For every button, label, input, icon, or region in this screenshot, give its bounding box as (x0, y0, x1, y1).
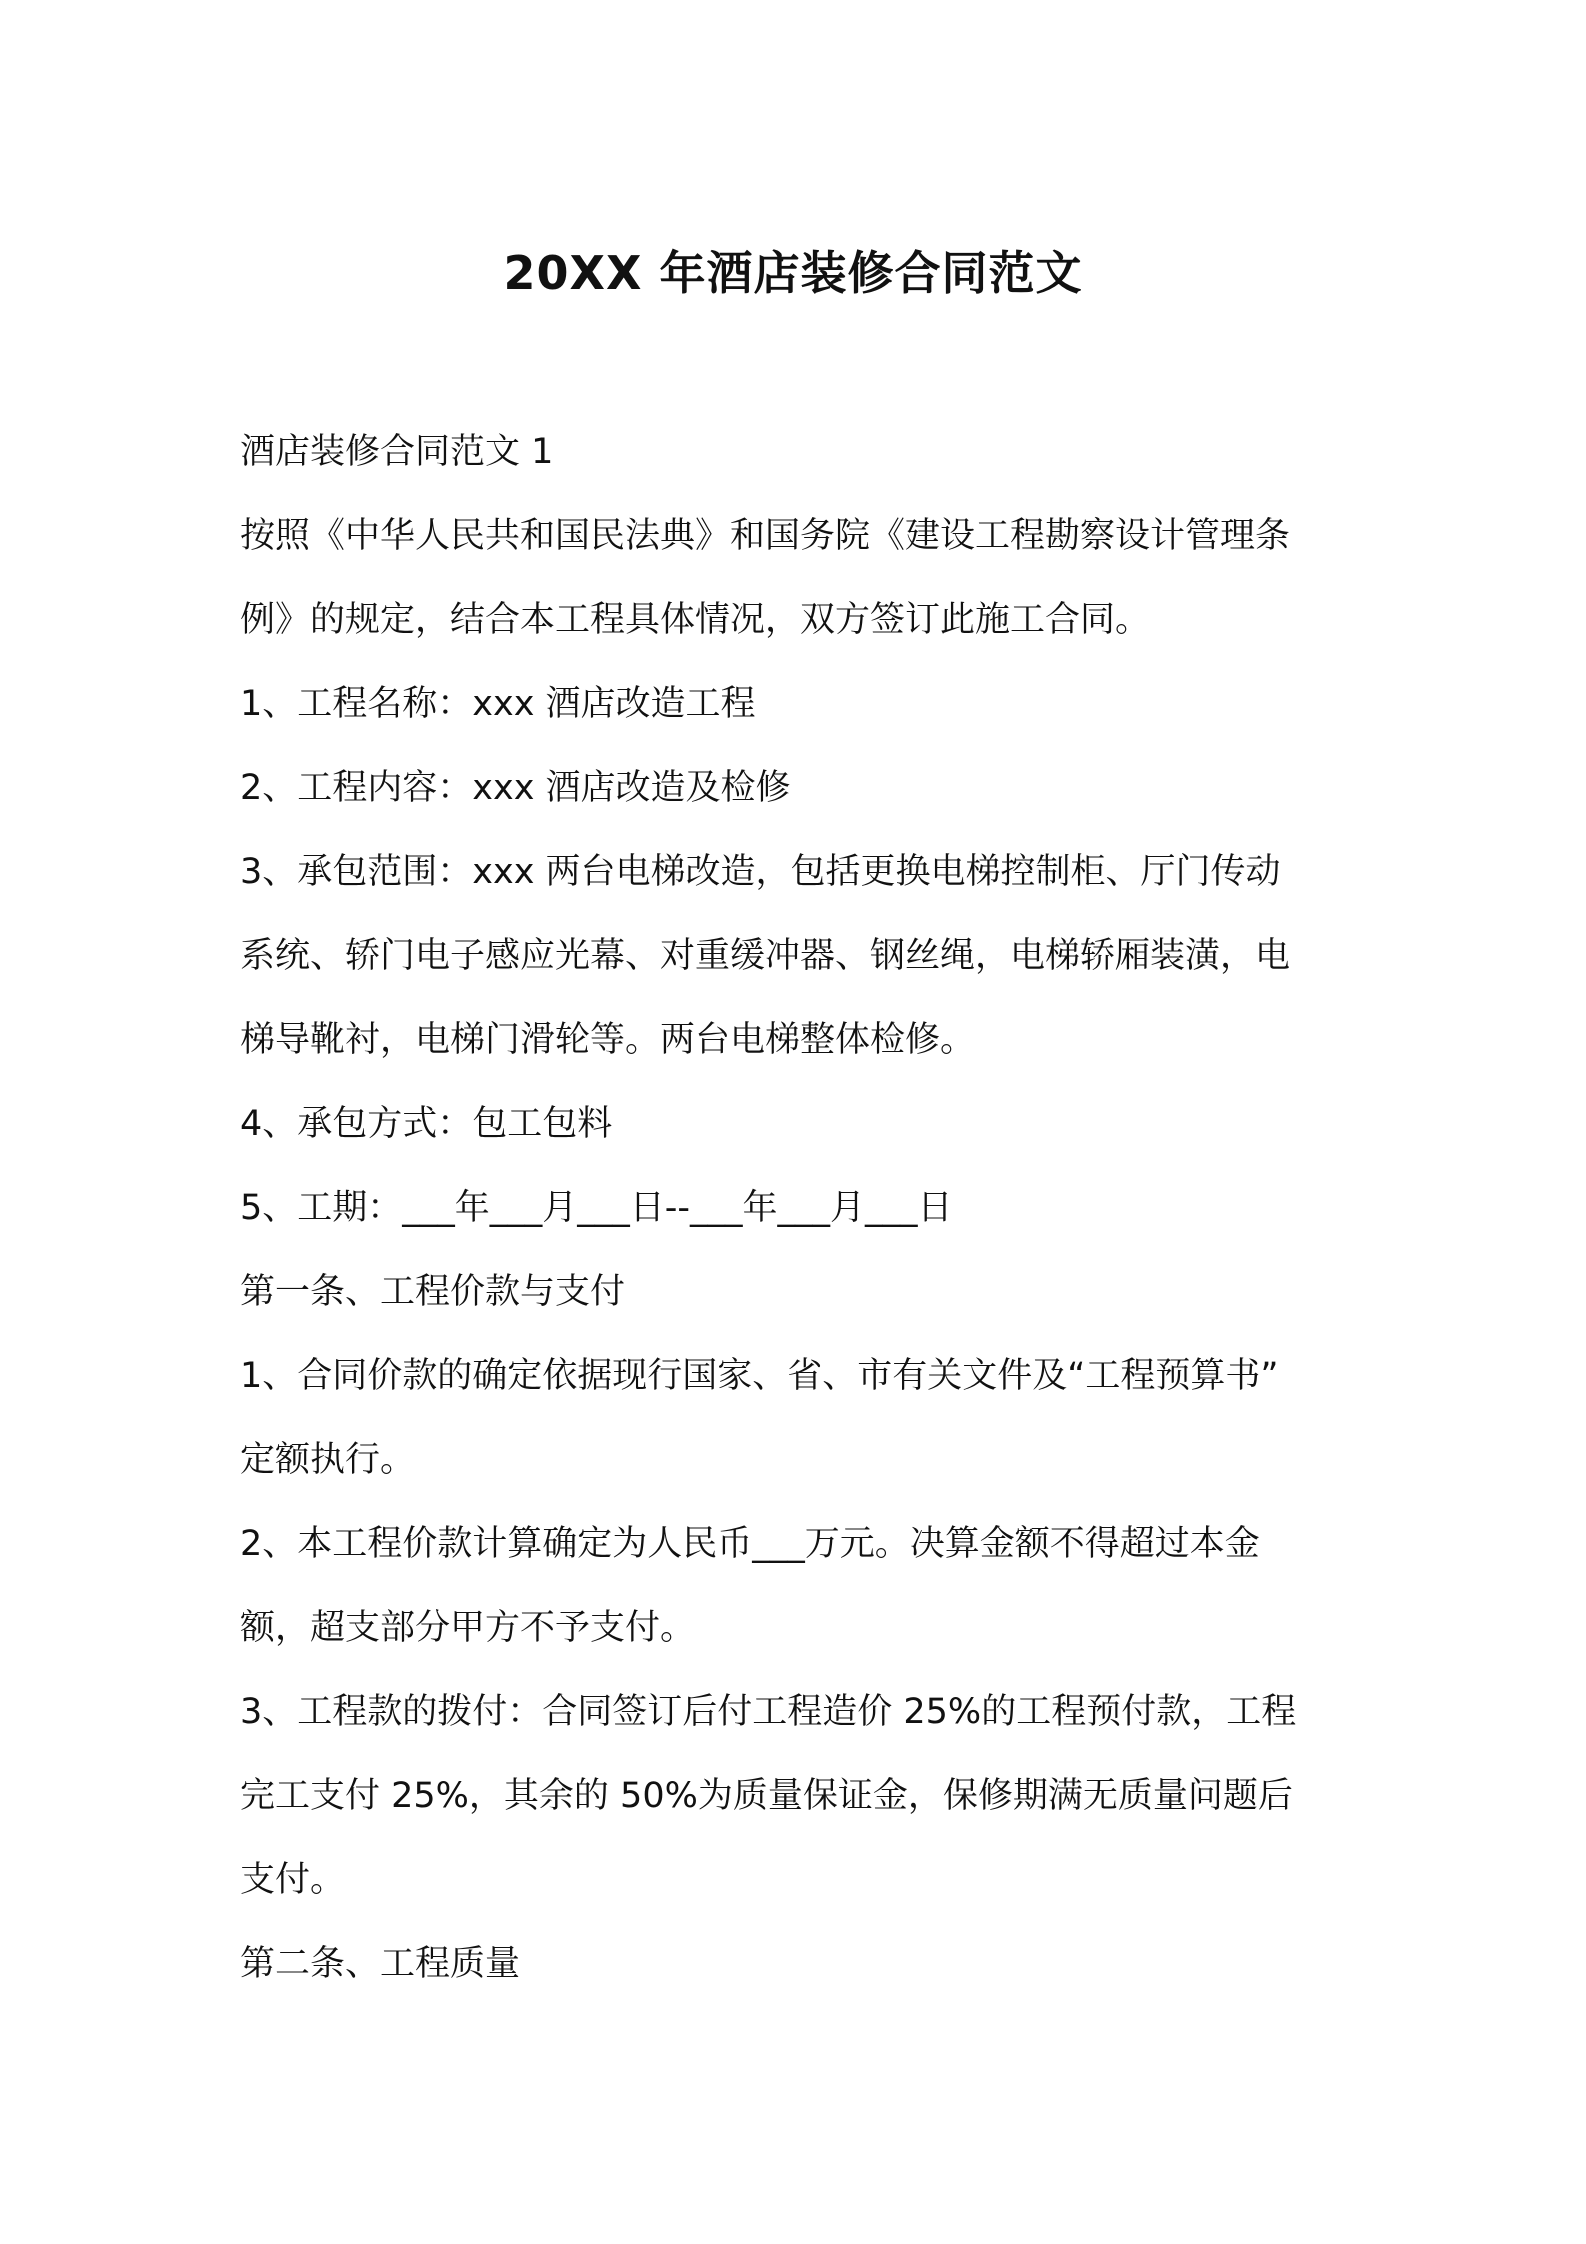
clause-line: 系统、轿门电子感应光幕、对重缓冲器、钢丝绳，电梯轿厢装潢，电 (240, 936, 1291, 976)
paragraph-line: 按照《中华人民共和国民法典》和国务院《建设工程勘察设计管理条 (240, 516, 1291, 556)
clause-line: 1、合同价款的确定依据现行国家、省、市有关文件及“工程预算书” (240, 1356, 1279, 1396)
clause-line: 额，超支部分甲方不予支付。 (240, 1608, 696, 1648)
clause-line: 支付。 (240, 1860, 346, 1900)
clause-line: 梯导靴衬，电梯门滑轮等。两台电梯整体检修。 (240, 1020, 976, 1060)
document-body (240, 410, 1360, 2006)
clause-line: 3、承包范围：xxx 两台电梯改造，包括更换电梯控制柜、厅门传动 (240, 852, 1281, 892)
section-heading: 酒店装修合同范文 1 (240, 432, 554, 472)
clause-line: 2、工程内容：xxx 酒店改造及检修 (240, 768, 791, 808)
clause-line: 5、工期：___年___月___日--___年___月___日 (240, 1188, 953, 1228)
clause-line: 定额执行。 (240, 1440, 416, 1480)
article-heading: 第一条、工程价款与支付 (240, 1272, 626, 1312)
article-heading: 第二条、工程质量 (240, 1944, 521, 1984)
paragraph-line: 例》的规定，结合本工程具体情况，双方签订此施工合同。 (240, 600, 1151, 640)
clause-line: 2、本工程价款计算确定为人民币___万元。决算金额不得超过本金 (240, 1524, 1260, 1564)
clause-line: 完工支付 25%，其余的 50%为质量保证金，保修期满无质量问题后 (240, 1776, 1293, 1816)
clause-line: 4、承包方式：包工包料 (240, 1104, 613, 1144)
clause-line: 3、工程款的拨付：合同签订后付工程造价 25%的工程预付款，工程 (240, 1692, 1297, 1732)
clause-line: 1、工程名称：xxx 酒店改造工程 (240, 684, 756, 724)
document-title: 20XX 年酒店装修合同范文 (503, 245, 1083, 300)
